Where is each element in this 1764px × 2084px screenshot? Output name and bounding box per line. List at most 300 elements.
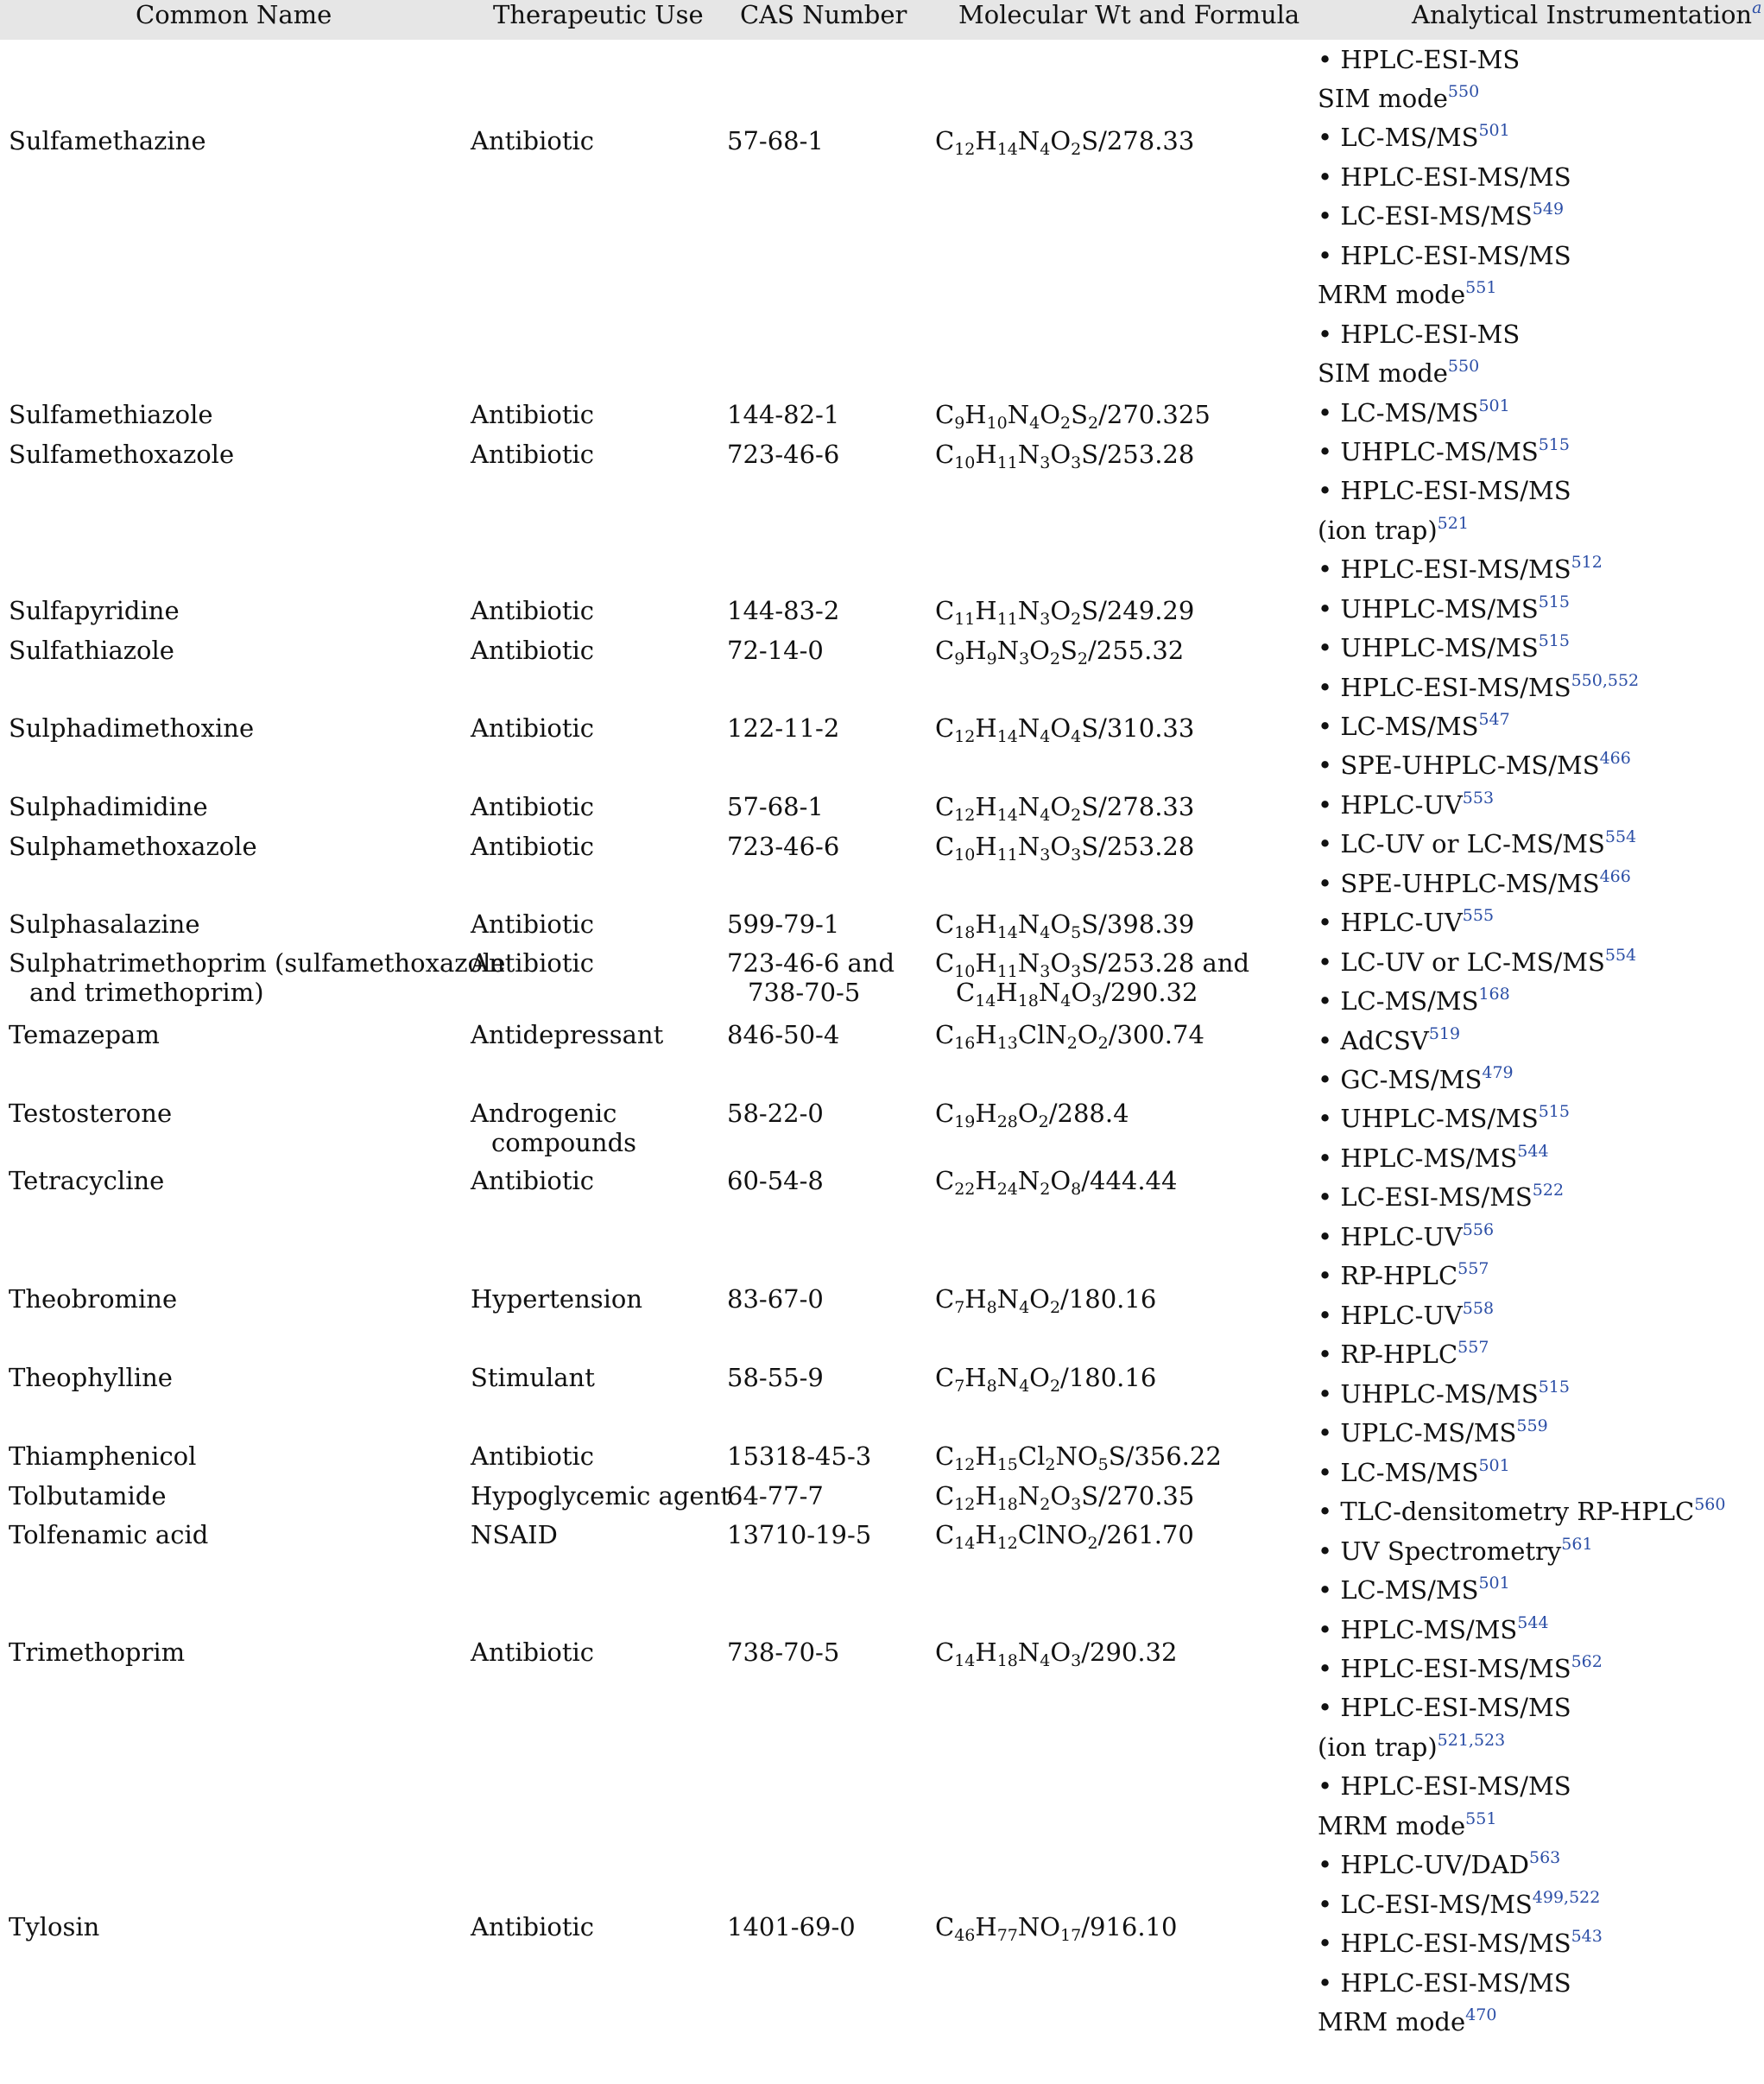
- instrumentation-text: • AdCSV: [1318, 1026, 1429, 1055]
- molecular-formula-cell: [935, 832, 1195, 865]
- reference-superscript[interactable]: 544: [1517, 1613, 1549, 1632]
- cas-number-cell-line: 846-50-4: [727, 1020, 840, 1049]
- molecular-formula-cell: [935, 713, 1195, 746]
- instrumentation-line: [1318, 437, 1570, 466]
- cas-number-cell-line: 144-82-1: [727, 400, 840, 429]
- instrumentation-text: • UHPLC-MS/MS: [1318, 633, 1539, 662]
- reference-superscript[interactable]: 515: [1538, 1378, 1570, 1397]
- reference-superscript[interactable]: 563: [1528, 1848, 1561, 1867]
- reference-superscript[interactable]: 512: [1571, 553, 1603, 572]
- common-name-cell-line: Thiamphenicol: [9, 1441, 197, 1471]
- cas-number-cell: [727, 440, 839, 469]
- header-instrumentation-label: Analytical Instrumentation: [1412, 0, 1753, 29]
- cas-number-cell-line: 738-70-5: [748, 978, 861, 1007]
- common-name-cell: [9, 948, 505, 1007]
- common-name-cell: [9, 792, 208, 821]
- therapeutic-use-cell-line: Antibiotic: [471, 832, 595, 861]
- cas-number-cell-line: 599-79-1: [727, 909, 840, 939]
- molecular-formula-cell: [935, 1637, 1178, 1670]
- instrumentation-line: [1318, 1497, 1725, 1526]
- instrumentation-line: [1318, 162, 1571, 192]
- cas-number-cell-line: 58-22-0: [727, 1099, 824, 1128]
- common-name-cell: [9, 1363, 173, 1392]
- cas-number-cell: [727, 1099, 824, 1128]
- reference-superscript[interactable]: 550,552: [1571, 671, 1640, 690]
- common-name-cell: [9, 1481, 167, 1511]
- instrumentation-text: • TLC-densitometry RP-HPLC: [1318, 1497, 1695, 1526]
- instrumentation-text: • HPLC-ESI-MS/MS: [1318, 476, 1571, 505]
- molecular-formula-cell-line: $C_7H_8N_4O_2/180.16$: [935, 1284, 1157, 1317]
- common-name-cell-line: Sulfamethiazole: [9, 400, 213, 429]
- reference-superscript[interactable]: 556: [1462, 1220, 1495, 1239]
- common-name-cell: [9, 713, 254, 743]
- reference-superscript[interactable]: 547: [1478, 710, 1510, 729]
- reference-superscript[interactable]: 499,522: [1532, 1888, 1601, 1907]
- reference-superscript[interactable]: 561: [1561, 1535, 1593, 1554]
- instrumentation-line: [1318, 1693, 1571, 1722]
- molecular-formula-cell-line: $C_{11}H_{11}N_3O_2S/249.29$: [935, 596, 1195, 629]
- instrumentation-line: [1318, 947, 1636, 977]
- common-name-cell-line: Theophylline: [9, 1363, 173, 1392]
- reference-superscript[interactable]: 557: [1457, 1259, 1489, 1278]
- reference-superscript[interactable]: 479: [1482, 1063, 1514, 1082]
- cas-number-cell: [727, 1284, 824, 1314]
- header-molecular-formula: Molecular Wt and Formula: [958, 0, 1300, 29]
- instrumentation-text: • HPLC-ESI-MS/MS: [1318, 1929, 1571, 1958]
- instrumentation-text: MRM mode: [1318, 2007, 1466, 2036]
- therapeutic-use-cell: [471, 126, 594, 155]
- instrumentation-text: • HPLC-UV: [1318, 1222, 1463, 1251]
- cas-number-cell-line: 58-55-9: [727, 1363, 824, 1392]
- instrumentation-text: • UHPLC-MS/MS: [1318, 437, 1539, 466]
- molecular-formula-cell: [935, 1020, 1204, 1053]
- therapeutic-use-cell-line: Hypertension: [471, 1284, 643, 1314]
- common-name-cell: [9, 1912, 99, 1941]
- instrumentation-line: [1318, 84, 1479, 113]
- instrumentation-line: [1318, 986, 1510, 1016]
- instrumentation-text: • LC-MS/MS: [1318, 986, 1479, 1016]
- instrumentation-line: [1318, 1929, 1603, 1958]
- common-name-cell: [9, 1441, 196, 1471]
- instrumentation-line: [1318, 790, 1494, 820]
- instrumentation-text: • GC-MS/MS: [1318, 1065, 1483, 1094]
- common-name-cell: [9, 1637, 185, 1667]
- instrumentation-line: [1318, 1654, 1603, 1683]
- common-name-cell-line: Tolfenamic acid: [9, 1520, 209, 1549]
- instrumentation-line: [1318, 1182, 1564, 1212]
- instrumentation-line: [1318, 1340, 1489, 1369]
- molecular-formula-cell: [935, 636, 1185, 668]
- instrumentation-line: [1318, 1850, 1560, 1879]
- reference-superscript[interactable]: 501: [1478, 396, 1510, 415]
- instrumentation-text: • UHPLC-MS/MS: [1318, 1379, 1539, 1409]
- cas-number-cell-line: 723-46-6 and: [727, 948, 895, 978]
- instrumentation-text: • HPLC-UV: [1318, 908, 1463, 937]
- header-common-name: Common Name: [136, 0, 332, 29]
- therapeutic-use-cell: [471, 1166, 594, 1195]
- instrumentation-line: [1318, 398, 1510, 428]
- common-name-cell-line: Sulphasalazine: [9, 909, 200, 939]
- reference-superscript[interactable]: 559: [1516, 1416, 1548, 1435]
- cas-number-cell-line: 13710-19-5: [727, 1520, 872, 1549]
- therapeutic-use-cell: [471, 1441, 594, 1471]
- cas-number-cell: [727, 636, 824, 665]
- instrumentation-text: (ion trap): [1318, 516, 1438, 545]
- molecular-formula-cell-line: $C_{10}H_{11}N_3O_3S/253.28$ and: [935, 948, 1250, 981]
- common-name-cell-line: Sulfamethazine: [9, 126, 206, 155]
- molecular-formula-cell-line: $C_{14}H_{18}N_4O_3/290.32$: [956, 978, 1198, 1010]
- instrumentation-line: [1318, 1379, 1570, 1409]
- instrumentation-line: [1318, 1575, 1510, 1605]
- cas-number-cell-line: 83-67-0: [727, 1284, 824, 1314]
- therapeutic-use-cell-line: Stimulant: [471, 1363, 595, 1392]
- common-name-cell-line: Testosterone: [9, 1099, 173, 1128]
- therapeutic-use-cell-line: Antibiotic: [471, 948, 595, 978]
- cas-number-cell: [727, 713, 839, 743]
- common-name-cell-line: Sulfamethoxazole: [9, 440, 235, 469]
- reference-superscript[interactable]: 515: [1538, 592, 1570, 611]
- common-name-cell: [9, 1166, 164, 1195]
- therapeutic-use-cell-line: Antibiotic: [471, 1912, 595, 1941]
- instrumentation-line: [1318, 1418, 1548, 1447]
- therapeutic-use-cell-line: Androgenic: [471, 1099, 617, 1128]
- common-name-cell: [9, 400, 213, 429]
- cas-number-cell: [727, 1637, 839, 1667]
- cas-number-cell: [727, 1363, 824, 1392]
- molecular-formula-cell-line: $C_{12}H_{18}N_2O_3S/270.35$: [935, 1481, 1195, 1514]
- instrumentation-text: • HPLC-ESI-MS: [1318, 320, 1521, 349]
- common-name-cell: [9, 1520, 208, 1549]
- reference-superscript[interactable]: 551: [1465, 278, 1497, 297]
- therapeutic-use-cell: [471, 948, 594, 978]
- instrumentation-line: [1318, 45, 1520, 74]
- reference-superscript[interactable]: 515: [1538, 631, 1570, 650]
- instrumentation-text: • LC-UV or LC-MS/MS: [1318, 829, 1605, 858]
- instrumentation-line: [1318, 1222, 1494, 1251]
- cas-number-cell: [727, 1520, 871, 1549]
- instrumentation-line: [1318, 1104, 1570, 1133]
- molecular-formula-cell-line: $C_9H_9N_3O_2S_2/255.32$: [935, 636, 1185, 668]
- reference-superscript[interactable]: 553: [1462, 789, 1495, 808]
- instrumentation-text: • LC-MS/MS: [1318, 1458, 1479, 1487]
- instrumentation-line: [1318, 751, 1631, 780]
- instrumentation-text: • SPE-UHPLC-MS/MS: [1318, 869, 1600, 898]
- molecular-formula-cell-line: $C_{18}H_{14}N_4O_5S/398.39$: [935, 909, 1195, 942]
- reference-superscript[interactable]: 521: [1437, 514, 1469, 533]
- reference-superscript[interactable]: 560: [1694, 1495, 1726, 1514]
- molecular-formula-cell: [935, 126, 1195, 159]
- instrumentation-text: (ion trap): [1318, 1732, 1438, 1762]
- common-name-cell: [9, 909, 199, 939]
- instrumentation-line: [1318, 201, 1564, 231]
- common-name-cell: [9, 596, 180, 625]
- instrumentation-text: • RP-HPLC: [1318, 1340, 1458, 1369]
- common-name-cell-line: Temazepam: [9, 1020, 160, 1049]
- therapeutic-use-cell-line: NSAID: [471, 1520, 558, 1549]
- common-name-cell-line: Tolbutamide: [9, 1481, 167, 1511]
- instrumentation-line: [1318, 1143, 1549, 1173]
- molecular-formula-cell: [935, 909, 1195, 942]
- instrumentation-text: • HPLC-ESI-MS/MS: [1318, 162, 1571, 192]
- reference-superscript[interactable]: 551: [1465, 1809, 1497, 1828]
- table-header: [0, 0, 1764, 40]
- instrumentation-line: [1318, 829, 1636, 858]
- cas-number-cell-line: 1401-69-0: [727, 1912, 856, 1941]
- cas-number-cell: [727, 126, 824, 155]
- common-name-cell: [9, 1284, 177, 1314]
- instrumentation-line: [1318, 1026, 1460, 1055]
- common-name-cell-line: Tylosin: [9, 1912, 100, 1941]
- instrumentation-line: [1318, 1771, 1571, 1801]
- instrumentation-text: • HPLC-ESI-MS/MS: [1318, 1654, 1571, 1683]
- instrumentation-text: • LC-MS/MS: [1318, 712, 1479, 741]
- therapeutic-use-cell: [471, 1637, 594, 1667]
- instrumentation-text: • UPLC-MS/MS: [1318, 1418, 1517, 1447]
- reference-superscript[interactable]: 562: [1571, 1652, 1603, 1671]
- instrumentation-text: • HPLC-ESI-MS: [1318, 45, 1521, 74]
- instrumentation-line: [1318, 358, 1479, 388]
- instrumentation-text: • UV Spectrometry: [1318, 1536, 1562, 1566]
- reference-superscript[interactable]: 470: [1465, 2005, 1497, 2024]
- instrumentation-line: [1318, 241, 1571, 270]
- reference-superscript[interactable]: 501: [1478, 1574, 1510, 1593]
- common-name-cell-line: Sulfathiazole: [9, 636, 174, 665]
- cas-number-cell: [727, 909, 839, 939]
- molecular-formula-cell: [935, 792, 1195, 825]
- instrumentation-text: • LC-ESI-MS/MS: [1318, 1890, 1533, 1919]
- instrumentation-line: [1318, 2007, 1496, 2036]
- therapeutic-use-cell: [471, 440, 594, 469]
- reference-superscript[interactable]: 515: [1538, 435, 1570, 454]
- header-cas-number: CAS Number: [740, 0, 907, 29]
- instrumentation-line: [1318, 633, 1570, 662]
- molecular-formula-cell-line: $C_{22}H_{24}N_2O_8/444.44$: [935, 1166, 1178, 1199]
- cas-number-cell-line: 723-46-6: [727, 440, 840, 469]
- molecular-formula-cell: [935, 948, 1250, 1010]
- therapeutic-use-cell: [471, 832, 594, 861]
- instrumentation-text: • RP-HPLC: [1318, 1261, 1458, 1290]
- instrumentation-line: [1318, 320, 1520, 349]
- therapeutic-use-cell: [471, 909, 594, 939]
- therapeutic-use-cell-line: Antibiotic: [471, 1637, 595, 1667]
- cas-number-cell-line: 723-46-6: [727, 832, 840, 861]
- reference-superscript[interactable]: 521,523: [1437, 1731, 1506, 1750]
- reference-superscript[interactable]: 558: [1462, 1299, 1495, 1318]
- instrumentation-text: SIM mode: [1318, 358, 1448, 388]
- therapeutic-use-cell: [471, 636, 594, 665]
- instrumentation-text: • LC-ESI-MS/MS: [1318, 201, 1533, 231]
- therapeutic-use-cell-line: Antibiotic: [471, 400, 595, 429]
- reference-superscript[interactable]: 554: [1604, 946, 1637, 965]
- common-name-cell-line: Trimethoprim: [9, 1637, 186, 1667]
- therapeutic-use-cell: [471, 1363, 595, 1392]
- molecular-formula-cell-line: $C_{10}H_{11}N_3O_3S/253.28$: [935, 440, 1195, 472]
- instrumentation-line: [1318, 1536, 1593, 1566]
- cas-number-cell: [727, 1020, 839, 1049]
- common-name-cell-line: and trimethoprim): [29, 978, 264, 1007]
- instrumentation-text: MRM mode: [1318, 280, 1466, 309]
- therapeutic-use-cell: [471, 1912, 594, 1941]
- instrumentation-line: [1318, 554, 1603, 584]
- reference-superscript[interactable]: 466: [1599, 867, 1631, 886]
- molecular-formula-cell: [935, 440, 1195, 472]
- reference-superscript[interactable]: 543: [1571, 1927, 1603, 1946]
- common-name-cell: [9, 636, 174, 665]
- instrumentation-line: [1318, 516, 1469, 545]
- molecular-formula-cell: [935, 1099, 1129, 1131]
- therapeutic-use-cell: [471, 400, 594, 429]
- reference-superscript[interactable]: 168: [1478, 985, 1510, 1004]
- therapeutic-use-cell: [471, 1520, 558, 1549]
- cas-number-cell-line: 60-54-8: [727, 1166, 824, 1195]
- instrumentation-text: • HPLC-UV/DAD: [1318, 1850, 1529, 1879]
- cas-number-cell: [727, 1166, 824, 1195]
- instrumentation-line: [1318, 1811, 1496, 1840]
- common-name-cell-line: Sulfapyridine: [9, 596, 180, 625]
- molecular-formula-cell-line: $C_{12}H_{14}N_4O_4S/310.33$: [935, 713, 1195, 746]
- cas-number-cell: [727, 1481, 824, 1511]
- therapeutic-use-cell: [471, 596, 594, 625]
- therapeutic-use-cell-line: Antibiotic: [471, 126, 595, 155]
- instrumentation-line: [1318, 123, 1510, 152]
- reference-superscript[interactable]: 501: [1478, 121, 1510, 140]
- reference-superscript[interactable]: 544: [1517, 1142, 1549, 1161]
- cas-number-cell: [727, 400, 839, 429]
- reference-superscript[interactable]: 501: [1478, 1456, 1510, 1475]
- instrumentation-text: SIM mode: [1318, 84, 1448, 113]
- molecular-formula-cell-line: $C_{19}H_{28}O_2/288.4$: [935, 1099, 1129, 1131]
- molecular-formula-cell: [935, 596, 1195, 629]
- instrumentation-line: [1318, 1890, 1600, 1919]
- therapeutic-use-cell-line: Antibiotic: [471, 1166, 595, 1195]
- molecular-formula-cell-line: $C_{12}H_{14}N_4O_2S/278.33$: [935, 126, 1195, 159]
- cas-number-cell: [727, 596, 839, 625]
- header-footnote-marker: a: [1752, 0, 1762, 17]
- cas-number-cell-line: 122-11-2: [727, 713, 840, 743]
- reference-superscript[interactable]: 466: [1599, 749, 1631, 768]
- instrumentation-text: • HPLC-ESI-MS/MS: [1318, 1771, 1571, 1801]
- instrumentation-text: • UHPLC-MS/MS: [1318, 1104, 1539, 1133]
- reference-superscript[interactable]: 555: [1462, 906, 1495, 925]
- molecular-formula-cell-line: $C_9H_{10}N_4O_2S_2/270.325$: [935, 400, 1211, 433]
- therapeutic-use-cell-line: Antibiotic: [471, 596, 595, 625]
- instrumentation-text: • HPLC-UV: [1318, 1301, 1463, 1330]
- instrumentation-line: [1318, 1732, 1505, 1762]
- common-name-cell-line: Sulphamethoxazole: [9, 832, 257, 861]
- therapeutic-use-cell-line: compounds: [491, 1128, 637, 1157]
- instrumentation-text: • LC-UV or LC-MS/MS: [1318, 947, 1605, 977]
- therapeutic-use-cell-line: Antibiotic: [471, 909, 595, 939]
- cas-number-cell-line: 72-14-0: [727, 636, 824, 665]
- cas-number-cell: [727, 1441, 871, 1471]
- instrumentation-line: [1318, 1615, 1549, 1644]
- common-name-cell-line: Tetracycline: [9, 1166, 165, 1195]
- molecular-formula-cell-line: $C_{12}H_{14}N_4O_2S/278.33$: [935, 792, 1195, 825]
- instrumentation-text: • HPLC-ESI-MS/MS: [1318, 241, 1571, 270]
- cas-number-cell: [727, 832, 839, 861]
- therapeutic-use-cell-line: Antibiotic: [471, 440, 595, 469]
- reference-superscript[interactable]: 515: [1538, 1102, 1570, 1121]
- molecular-formula-cell: [935, 1912, 1178, 1945]
- reference-superscript[interactable]: 549: [1532, 200, 1565, 219]
- molecular-formula-cell-line: $C_{46}H_{77}NO_{17}/916.10$: [935, 1912, 1178, 1945]
- instrumentation-text: • SPE-UHPLC-MS/MS: [1318, 751, 1600, 780]
- cas-number-cell-line: 15318-45-3: [727, 1441, 872, 1471]
- molecular-formula-cell: [935, 400, 1211, 433]
- instrumentation-text: • HPLC-ESI-MS/MS: [1318, 1968, 1571, 1998]
- instrumentation-line: [1318, 1968, 1571, 1998]
- common-name-cell: [9, 832, 257, 861]
- therapeutic-use-cell-line: Antibiotic: [471, 713, 595, 743]
- molecular-formula-cell: [935, 1520, 1194, 1553]
- common-name-cell: [9, 126, 206, 155]
- cas-number-cell-line: 57-68-1: [727, 792, 824, 821]
- header-therapeutic-use: Therapeutic Use: [493, 0, 704, 29]
- molecular-formula-cell: [935, 1481, 1195, 1514]
- reference-superscript[interactable]: 519: [1428, 1024, 1461, 1043]
- reference-superscript[interactable]: 550: [1447, 357, 1480, 376]
- reference-superscript[interactable]: 550: [1447, 82, 1480, 101]
- therapeutic-use-cell: [471, 1020, 663, 1049]
- instrumentation-line: [1318, 1301, 1494, 1330]
- instrumentation-text: • HPLC-MS/MS: [1318, 1615, 1518, 1644]
- therapeutic-use-cell: [471, 713, 594, 743]
- instrumentation-text: • UHPLC-MS/MS: [1318, 594, 1539, 624]
- cas-number-cell: [727, 948, 895, 1007]
- instrumentation-line: [1318, 280, 1496, 309]
- reference-superscript[interactable]: 522: [1532, 1181, 1565, 1200]
- common-name-cell-line: Sulphadimethoxine: [9, 713, 255, 743]
- instrumentation-text: • HPLC-ESI-MS/MS: [1318, 673, 1571, 702]
- cas-number-cell-line: 738-70-5: [727, 1637, 840, 1667]
- therapeutic-use-cell: [471, 1099, 636, 1157]
- instrumentation-line: [1318, 1458, 1510, 1487]
- common-name-cell-line: Sulphatrimethoprim (sulfamethoxazole: [9, 948, 506, 978]
- cas-number-cell: [727, 1912, 856, 1941]
- molecular-formula-cell: [935, 1441, 1222, 1474]
- instrumentation-line: [1318, 712, 1510, 741]
- molecular-formula-cell: [935, 1363, 1157, 1396]
- instrumentation-text: • LC-MS/MS: [1318, 398, 1479, 428]
- instrumentation-text: • HPLC-ESI-MS/MS: [1318, 1693, 1571, 1722]
- common-name-cell-line: Theobromine: [9, 1284, 178, 1314]
- instrumentation-text: MRM mode: [1318, 1811, 1466, 1840]
- instrumentation-line: [1318, 594, 1570, 624]
- therapeutic-use-cell-line: Antibiotic: [471, 636, 595, 665]
- common-name-cell-line: Sulphadimidine: [9, 792, 208, 821]
- therapeutic-use-cell-line: Hypoglycemic agent: [471, 1481, 730, 1511]
- instrumentation-text: • HPLC-ESI-MS/MS: [1318, 554, 1571, 584]
- molecular-formula-cell-line: $C_{10}H_{11}N_3O_3S/253.28$: [935, 832, 1195, 865]
- molecular-formula-cell-line: $C_{12}H_{15}Cl_2NO_5S/356.22$: [935, 1441, 1222, 1474]
- reference-superscript[interactable]: 554: [1604, 827, 1637, 846]
- therapeutic-use-cell-line: Antibiotic: [471, 1441, 595, 1471]
- common-name-cell: [9, 1099, 172, 1128]
- molecular-formula-cell-line: $C_{14}H_{18}N_4O_3/290.32$: [935, 1637, 1178, 1670]
- instrumentation-line: [1318, 1065, 1514, 1094]
- therapeutic-use-cell: [471, 1284, 642, 1314]
- therapeutic-use-cell-line: Antidepressant: [471, 1020, 664, 1049]
- instrumentation-line: [1318, 673, 1639, 702]
- cas-number-cell: [727, 792, 824, 821]
- reference-superscript[interactable]: 557: [1457, 1338, 1489, 1357]
- molecular-formula-cell-line: $C_{16}H_{13}ClN_2O_2/300.74$: [935, 1020, 1204, 1053]
- molecular-formula-cell: [935, 1166, 1178, 1199]
- therapeutic-use-cell: [471, 1481, 730, 1511]
- instrumentation-line: [1318, 869, 1631, 898]
- therapeutic-use-cell: [471, 792, 594, 821]
- instrumentation-text: • LC-MS/MS: [1318, 123, 1479, 152]
